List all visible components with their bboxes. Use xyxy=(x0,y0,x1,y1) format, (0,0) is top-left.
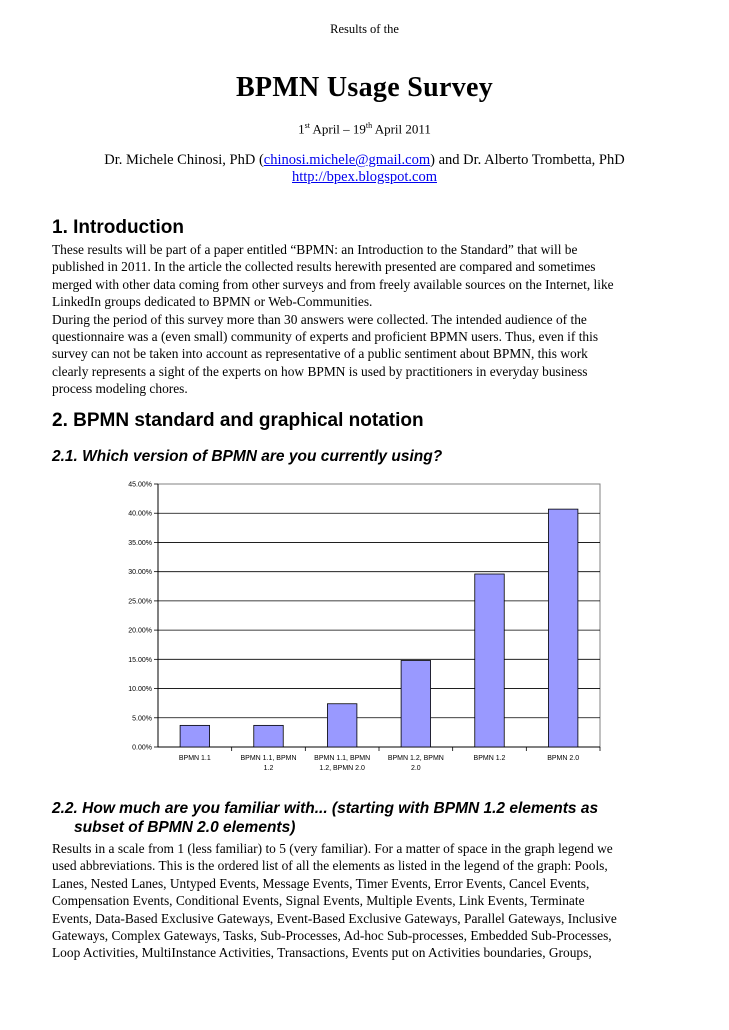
x-tick-label: BPMN 1.1 xyxy=(178,755,211,762)
x-tick-label: BPMN 1.1, BPMN xyxy=(314,755,371,762)
date-start-rest: April – xyxy=(309,121,353,137)
x-tick-label: BPMN 2.0 xyxy=(547,755,580,762)
y-tick-label: 0.00% xyxy=(132,744,152,752)
paragraph-line: Results in a scale from 1 (less familiar) to 5 (very familiar). For a matter of space in the graph legend we xyxy=(52,841,613,856)
section2-heading: 2. BPMN standard and graphical notation xyxy=(52,410,424,431)
y-tick-label: 25.00% xyxy=(128,598,152,606)
paragraph-line: questionnaire was a (even small) community of experts and proficient BPMN users. Thus, even if this xyxy=(52,329,599,345)
paragraph-line: These results will be part of a paper entitled “BPMN: an Introduction to the Standard” that will be xyxy=(52,242,578,257)
date-start-day: 1 xyxy=(298,121,305,137)
question-2-2-line2: subset of BPMN 2.0 elements) xyxy=(74,819,296,836)
section1-heading: 1. Introduction xyxy=(52,217,184,238)
paragraph-line: During the period of this survey more than 30 answers were collected. The intended audience of the xyxy=(52,311,587,327)
y-tick-label: 35.00% xyxy=(128,539,152,547)
x-tick-label: BPMN 1.2, BPMN xyxy=(387,755,444,762)
section1-body xyxy=(52,241,682,398)
blog-link[interactable]: http://bpex.blogspot.com xyxy=(292,169,437,185)
authors-after: ) and Dr. Alberto Trombetta, PhD xyxy=(430,152,625,168)
bar xyxy=(401,661,430,747)
paragraph-line: used abbreviations. This is the ordered list of all the elements as listed in the legend of the graph: Pools, xyxy=(52,858,608,874)
bar xyxy=(548,509,577,747)
authors-line xyxy=(0,152,729,169)
blog-line xyxy=(0,169,729,186)
paragraph-line: Compensation Events, Conditional Events, Signal Events, Multiple Events, Link Events, Terminate xyxy=(52,893,585,909)
paragraph-line: published in 2011. In the article the collected results herewith presented are compared and sometimes xyxy=(52,259,596,275)
pretitle: Results of the xyxy=(330,22,399,36)
x-tick-label: 2.0 xyxy=(410,765,421,772)
bar xyxy=(254,725,283,747)
y-tick-label: 5.00% xyxy=(132,715,152,723)
version-bar-chart xyxy=(110,475,610,780)
question-2-2-line1: 2.2. How much are you familiar with... (starting with BPMN 1.2 elements as xyxy=(52,800,599,817)
date-start-sup: st xyxy=(304,121,310,130)
bar xyxy=(180,725,209,747)
paragraph-line: Gateways, Complex Gateways, Tasks, Sub-Processes, Ad-hoc Sub-processes, Embedded Sub-Processes, xyxy=(52,928,612,944)
x-tick-label: 1.2, BPMN 2.0 xyxy=(319,765,365,772)
date-end-rest: April 2011 xyxy=(372,121,431,137)
survey-dates xyxy=(0,121,729,137)
bar xyxy=(327,704,356,747)
x-tick-label: 1.2 xyxy=(263,765,274,772)
paragraph-line: clearly represents a sight of the experts on how BPMN is used by practitioners in everyday business xyxy=(52,363,588,379)
section2-2-body xyxy=(52,840,682,962)
email-link[interactable]: chinosi.michele@gmail.com xyxy=(263,152,431,168)
y-tick-label: 45.00% xyxy=(128,481,152,489)
document-title: BPMN Usage Survey xyxy=(235,72,494,103)
question-2-1: 2.1. Which version of BPMN are you currently using? xyxy=(52,448,443,465)
paragraph-line: process modeling chores. xyxy=(52,381,188,397)
date-end-sup: th xyxy=(365,121,373,130)
paragraph-line: survey can not be taken into account as representative of a public sentiment about BPMN, this work xyxy=(52,346,588,362)
y-tick-label: 40.00% xyxy=(128,510,152,518)
y-tick-label: 20.00% xyxy=(128,627,152,635)
y-tick-label: 10.00% xyxy=(128,686,152,694)
y-tick-label: 15.00% xyxy=(128,656,152,664)
paragraph-line: merged with other data coming from other surveys and from freely available sources on the Internet, like xyxy=(52,276,614,292)
date-end-day: 19 xyxy=(352,121,366,137)
paragraph-line: Lanes, Nested Lanes, Untyped Events, Message Events, Timer Events, Error Events, Cancel Events, xyxy=(52,875,590,891)
x-tick-label: BPMN 1.1, BPMN xyxy=(240,755,297,762)
paragraph-line: Events, Data-Based Exclusive Gateways, Event-Based Exclusive Gateways, Parallel Gateways, Inclusive xyxy=(52,910,617,926)
x-tick-label: BPMN 1.2 xyxy=(473,755,506,762)
authors-before: Dr. Michele Chinosi, PhD ( xyxy=(104,152,264,168)
paragraph-line: LinkedIn groups dedicated to BPMN or Web-Communities. xyxy=(52,294,373,310)
paragraph-line: Loop Activities, MultiInstance Activities, Transactions, Events put on Activities boundaries, Groups, xyxy=(52,945,592,961)
bar xyxy=(475,574,504,747)
y-tick-label: 30.00% xyxy=(128,569,152,577)
plot-area xyxy=(158,484,600,747)
